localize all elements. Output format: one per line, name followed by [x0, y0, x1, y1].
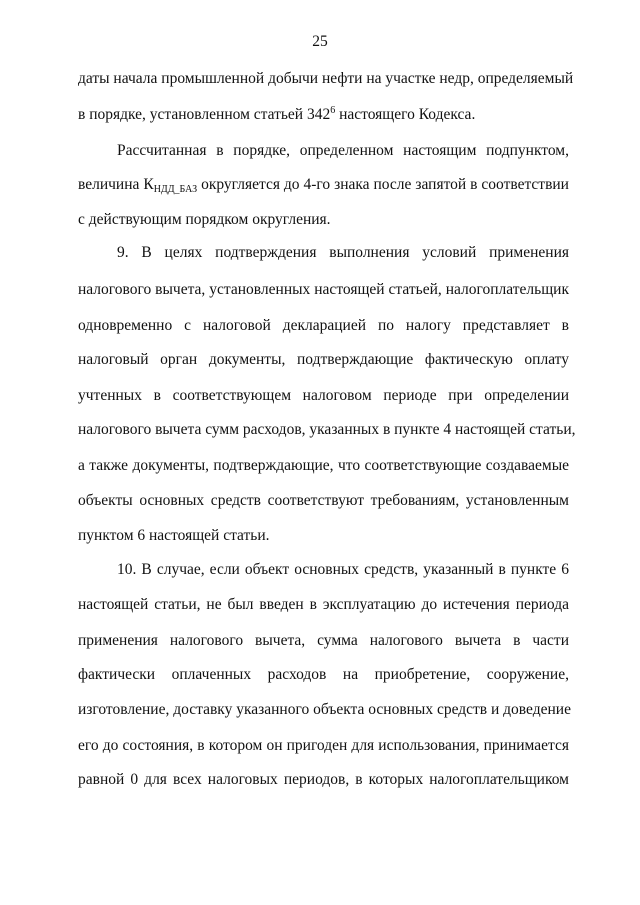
text-line: 10. В случае, если объект основных средств, указанный в пункте 6 [117, 561, 569, 578]
text-line: а также документы, подтверждающие, что соответствующие создаваемые [78, 457, 569, 474]
superscript: 6 [330, 105, 336, 116]
text-line [78, 175, 569, 195]
text-line: настоящей статьи, не был введен в эксплуатацию до истечения периода [78, 596, 569, 613]
text-line: налогового вычета сумм расходов, указанных в пункте 4 настоящей статьи, [78, 421, 576, 438]
text-line: даты начала промышленной добычи нефти на участке недр, определяемый [78, 70, 574, 87]
text-line: Рассчитанная в порядке, определенном настоящим подпунктом, [117, 142, 569, 159]
text-line: объекты основных средств соответствуют требованиям, установленным [78, 492, 569, 509]
text-line: равной 0 для всех налоговых периодов, в которых налогоплательщиком [78, 771, 569, 788]
text-fragment: величина К [78, 176, 154, 193]
text-line: 9. В целях подтверждения выполнения условий применения [117, 244, 569, 261]
text-fragment: округляется до 4-го знака после запятой в соответствии [197, 176, 569, 193]
text-fragment: в порядке, установленном статьей 342 [78, 106, 331, 123]
page-number: 25 [312, 33, 328, 50]
text-fragment: настоящего Кодекса. [335, 106, 476, 123]
text-line: его до состояния, в котором он пригоден для использования, принимается [78, 737, 569, 754]
text-line: одновременно с налоговой декларацией по налогу представляет в [78, 317, 569, 334]
text-line: фактически оплаченных расходов на приобретение, сооружение, [78, 666, 569, 683]
text-line: пунктом 6 настоящей статьи. [78, 527, 270, 544]
text-line: учтенных в соответствующем налоговом периоде при определении [78, 387, 569, 404]
text-line: изготовление, доставку указанного объекта основных средств и доведение [78, 701, 571, 718]
text-line: с действующим порядком округления. [78, 211, 331, 228]
text-line [78, 105, 569, 125]
text-line: налоговый орган документы, подтверждающие фактическую оплату [78, 351, 569, 368]
subscript: НДД_БАЗ [153, 184, 198, 195]
text-line: применения налогового вычета, сумма налогового вычета в части [78, 632, 569, 649]
text-line: налогового вычета, установленных настоящей статьей, налогоплательщик [78, 281, 569, 298]
